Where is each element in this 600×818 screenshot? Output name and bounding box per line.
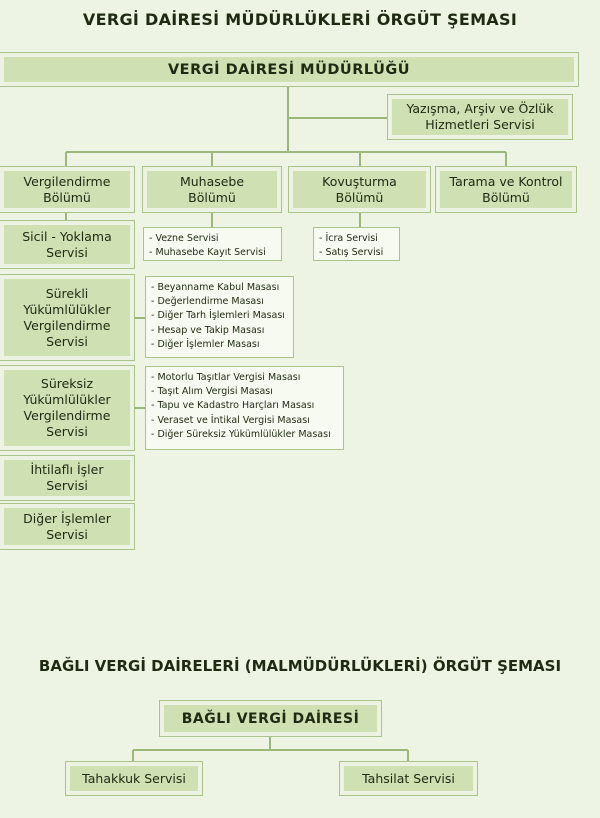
list-item: - Satış Servisi [319,247,384,259]
root-box-vergi-dairesi-mudurlugu: VERGİ DAİRESİ MÜDÜRLÜĞÜ [0,53,578,86]
dept-muhasebe: Muhasebe Bölümü [143,167,281,212]
dept-tarama-kontrol: Tarama ve Kontrol Bölümü [436,167,576,212]
list-item: - Beyanname Kabul Masası [151,282,280,293]
list-item: - Muhasebe Kayıt Servisi [149,247,266,259]
list-item: - Taşıt Alım Vergisi Masası [151,386,273,398]
bottom-child-tahsilat: Tahsilat Servisi [340,762,477,795]
service-sicil-yoklama: Sicil - Yoklama Servisi [0,221,134,268]
kovusturma-services-list [313,227,400,261]
list-item: - Motorlu Taşıtlar Vergisi Masası [151,372,301,383]
bottom-child-tahakkuk: Tahakkuk Servisi [66,762,202,795]
dept-kovusturma: Kovuşturma Bölümü [289,167,430,212]
list-item: - Değerlendirme Masası [151,296,264,308]
muhasebe-services-list [143,227,282,261]
list-item: - Diğer Süreksiz Yükümlülükler Masası [151,428,331,440]
top-chart-title: VERGİ DAİRESİ MÜDÜRLÜKLERİ ÖRGÜT ŞEMASI [82,10,518,29]
service-ihtilafli-isler: İhtilaflı İşler Servisi [0,456,134,500]
list-item: - Diğer İşlemler Masası [151,338,260,350]
sureksiz-desks-list [145,366,344,450]
dept-vergilendirme: Vergilendirme Bölümü [0,167,134,212]
service-sureksiz-yukumlulukler: Süreksiz Yükümlülükler Vergilendirme Servisi [0,366,134,450]
bottom-root-box: BAĞLI VERGİ DAİRESİ [160,701,381,736]
service-diger-islemler: Diğer İşlemler Servisi [0,504,134,549]
list-item: - İcra Servisi [319,233,378,244]
list-item: - Veraset ve İntikal Vergisi Masası [151,414,310,426]
side-service-box: Yazışma, Arşiv ve Özlük Hizmetleri Servisi [388,95,572,139]
list-item: - Diğer Tarh İşlemleri Masası [151,310,285,322]
bottom-chart-title: BAĞLI VERGİ DAİRELERİ (MALMÜDÜRLÜKLERİ) ÖRGÜT ŞEMASI [38,657,562,675]
list-item: - Hesap ve Takip Masası [151,324,265,336]
surekli-desks-list [145,276,294,358]
service-surekli-yukumlulukler: Sürekli Yükümlülükler Vergilendirme Servisi [0,275,134,360]
list-item: - Vezne Servisi [149,233,219,244]
list-item: - Tapu ve Kadastro Harçları Masası [151,400,315,412]
